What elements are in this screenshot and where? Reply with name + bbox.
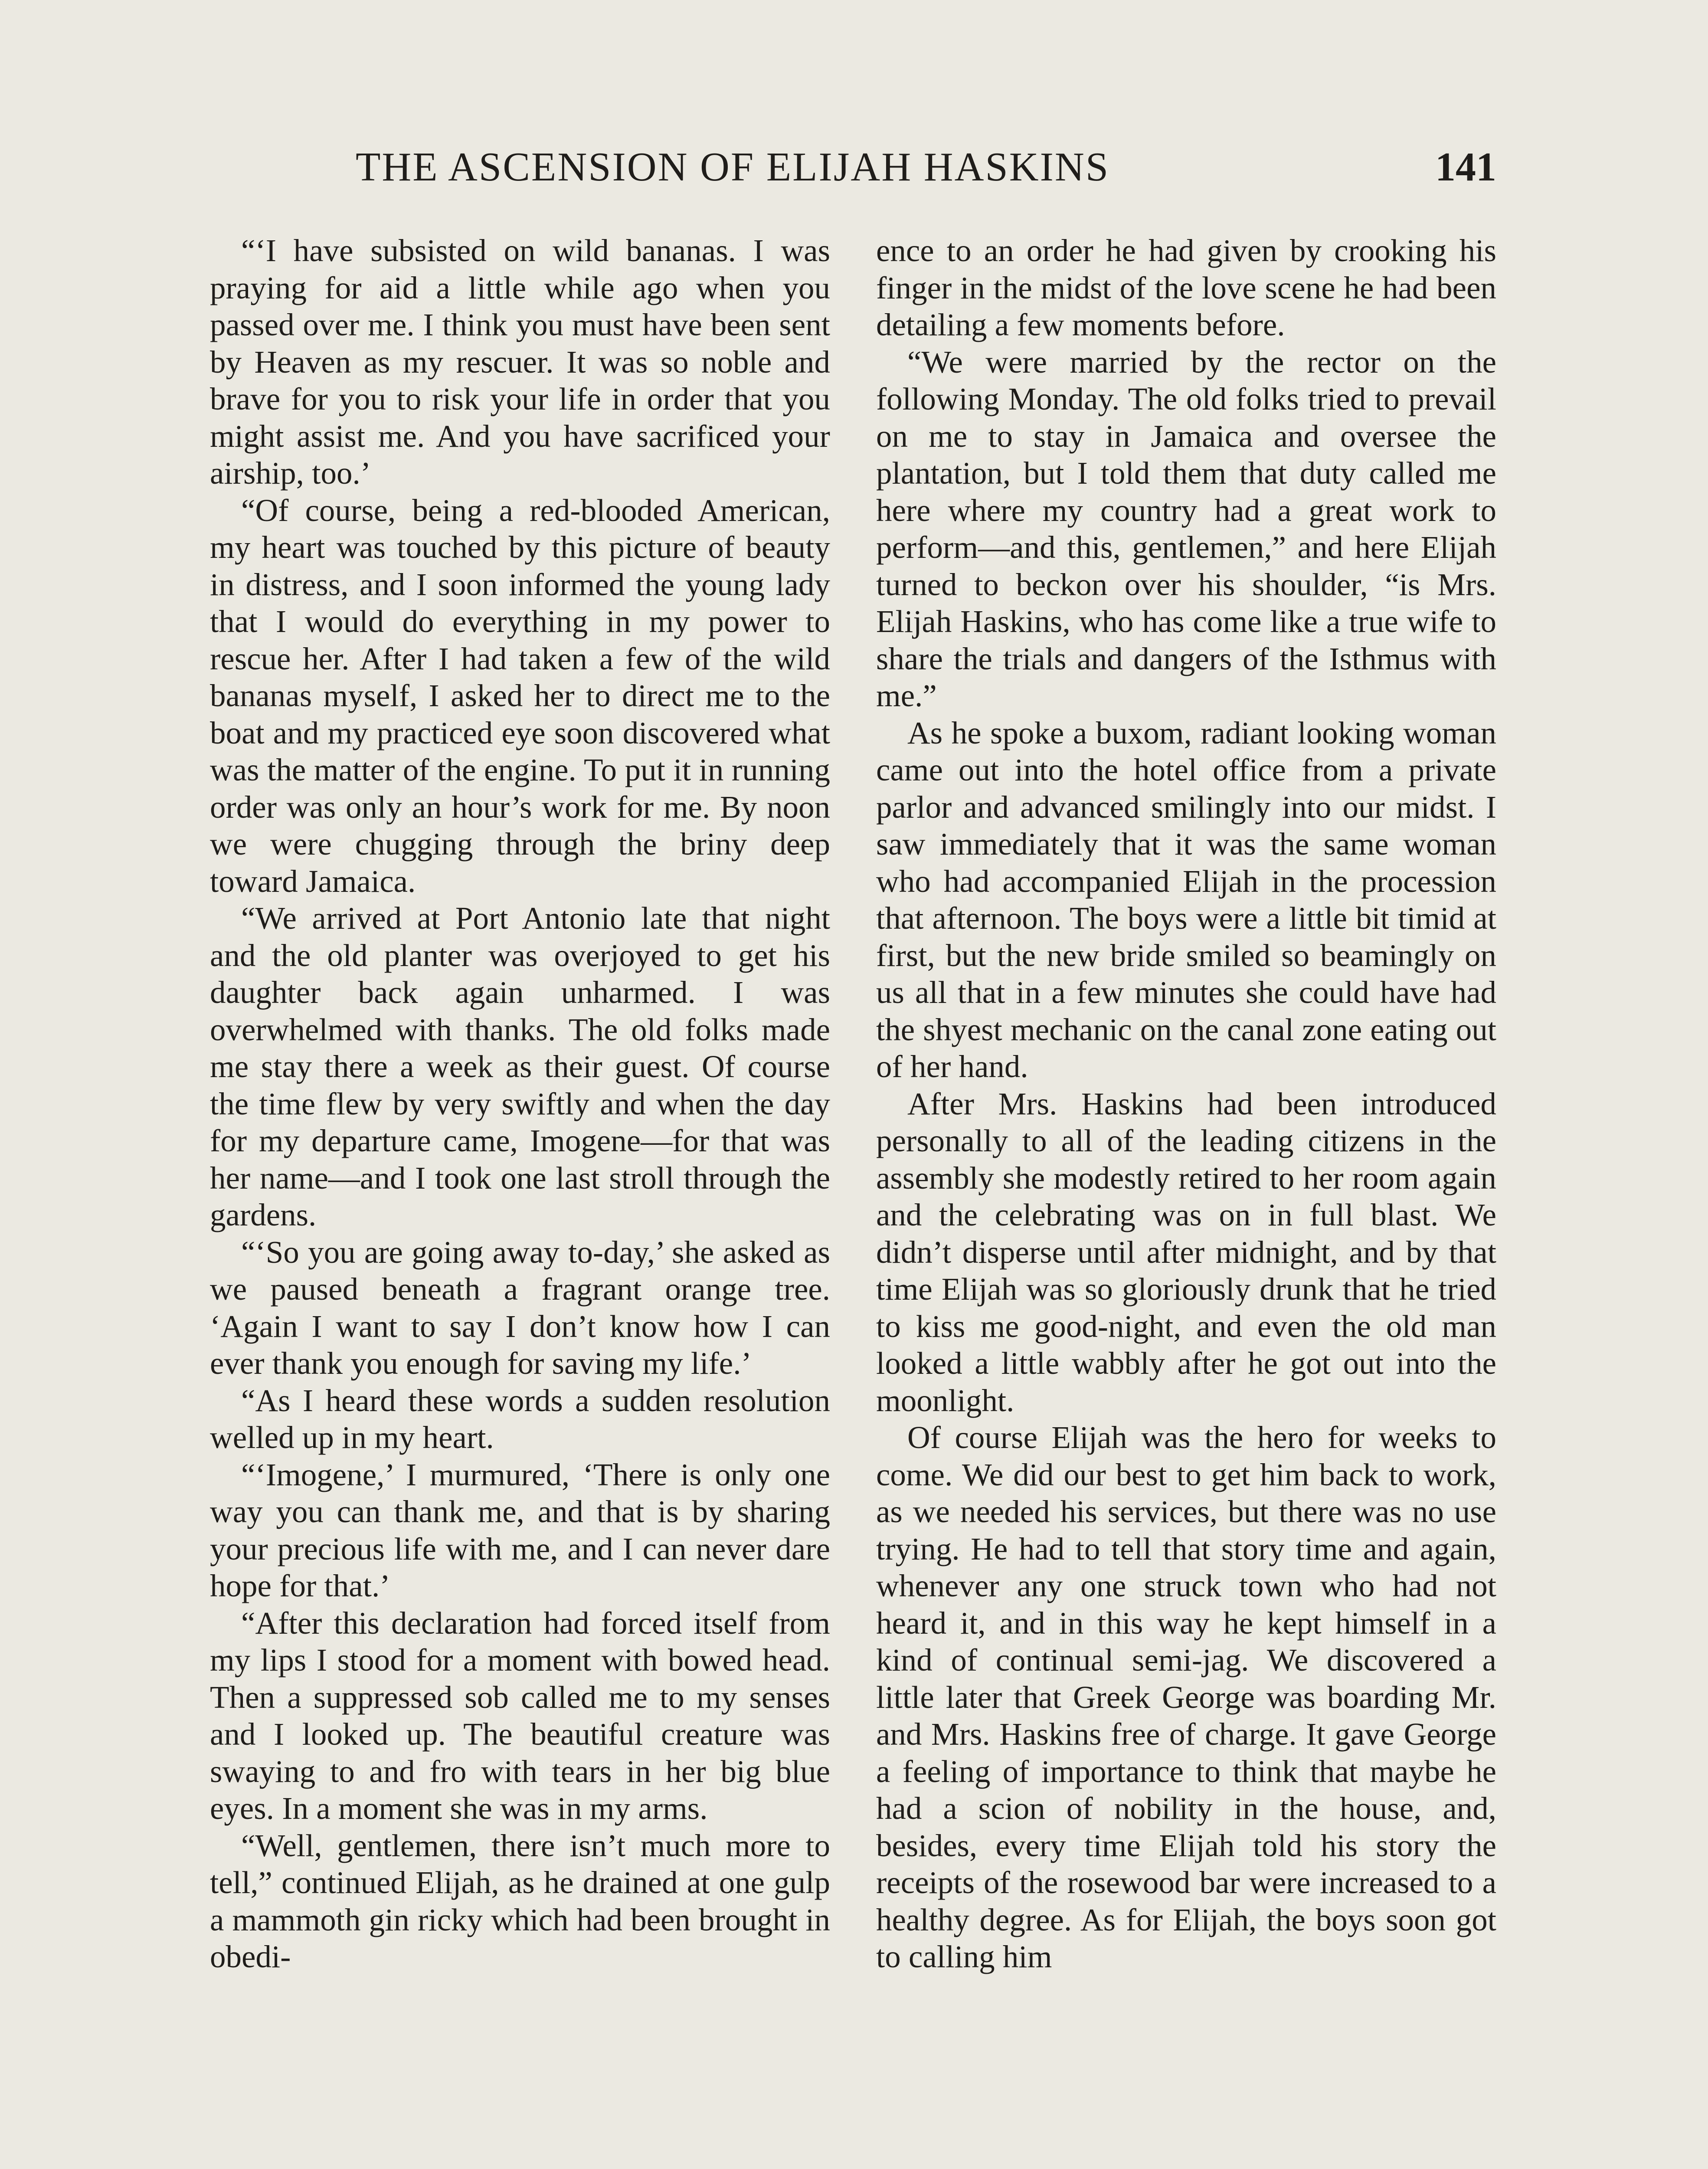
paragraph: “We were married by the rector on the following Monday. The old folks tried to prevail on me to stay in Jamaica and oversee the plantation, but I told them that duty called me here where my country had a great work to perform—and this, gentlemen,” and here Elijah turned to beckon over his shoulder, “is Mrs. Elijah Haskins, who has come like a true wife to share the trials and dangers of the Isthmus with me.” xyxy=(876,344,1496,713)
paragraph: “‘So you are going away to-day,’ she asked as we paused beneath a fragrant orange tree. ‘Again I want to say I don’t know how I can ever thank you enough for saving my life.’ xyxy=(210,1234,830,1381)
paragraph: “As I heard these words a sudden resolution welled up in my heart. xyxy=(210,1383,830,1455)
right-column xyxy=(876,232,1496,1976)
left-column xyxy=(210,232,830,1976)
running-header xyxy=(356,130,1496,204)
paragraph: After Mrs. Haskins had been introduced personally to all of the leading citizens in the assembly she modestly retired to her room again and the celebrating was on in full blast. We didn’t disperse until after midnight, and by that time Elijah was so gloriously drunk that he tried to kiss me good-night, and even the old man looked a little wabbly after he got out into the moonlight. xyxy=(876,1086,1496,1418)
paragraph: Of course Elijah was the hero for weeks to come. We did our best to get him back to work, as we needed his services, but there was no use trying. He had to tell that story time and again, whenever any one struck town who had not heard it, and in this way he kept himself in a kind of continual semi-jag. We discovered a little later that Greek George was boarding Mr. and Mrs. Haskins free of charge. It gave George a feeling of importance to think that maybe he had a scion of nobility in the house, and, besides, every time Elijah told his story the receipts of the rosewood bar were increased to a healthy degree. As for Elijah, the boys soon got to calling him xyxy=(876,1420,1496,1974)
paragraph: “We arrived at Port Antonio late that night and the old planter was overjoyed to get his daughter back again unharmed. I was overwhelmed with thanks. The old folks made me stay there a week as their guest. Of course the time flew by very swiftly and when the day for my departure came, Imogene—for that was her name—and I took one last stroll through the gardens. xyxy=(210,901,830,1232)
page-number: 141 xyxy=(1435,144,1496,190)
paragraph: “After this declaration had forced itself from my lips I stood for a moment with bowed head. Then a suppressed sob called me to my senses and I looked up. The beautiful creature was swaying to and fro with tears in her big blue eyes. In a moment she was in my arms. xyxy=(210,1605,830,1826)
page-title: THE ASCENSION OF ELIJAH HASKINS xyxy=(356,144,1110,190)
paragraph: “Of course, being a red-blooded American, my heart was touched by this picture of beauty in distress, and I soon informed the young lady that I would do everything in my power to rescue her. After I had taken a few of the wild bananas myself, I asked her to direct me to the boat and my practiced eye soon discovered what was the matter of the engine. To put it in running order was only an hour’s work for me. By noon we were chugging through the briny deep toward Jamaica. xyxy=(210,492,830,899)
paragraph: As he spoke a buxom, radiant looking woman came out into the hotel office from a private parlor and advanced smilingly into our midst. I saw immediately that it was the same woman who had accompanied Elijah in the procession that afternoon. The boys were a little bit timid at first, but the new bride smiled so beamingly on us all that in a few minutes she could have had the shyest mechanic on the canal zone eating out of her hand. xyxy=(876,715,1496,1084)
paragraph-continuation: ence to an order he had given by crooking his finger in the midst of the love scene he had been detailing a few moments before. xyxy=(876,233,1496,342)
paragraph: “‘Imogene,’ I murmured, ‘There is only one way you can thank me, and that is by sharing your precious life with me, and I can never dare hope for that.’ xyxy=(210,1457,830,1603)
paragraph: “Well, gentlemen, there isn’t much more to tell,” continued Elijah, as he drained at one gulp a mammoth gin ricky which had been brought in obedi- xyxy=(210,1828,830,1974)
paragraph: “‘I have subsisted on wild bananas. I was praying for aid a little while ago when you passed over me. I think you must have been sent by Heaven as my rescuer. It was so noble and brave for you to risk your life in order that you might assist me. And you have sacrificed your airship, too.’ xyxy=(210,233,830,491)
